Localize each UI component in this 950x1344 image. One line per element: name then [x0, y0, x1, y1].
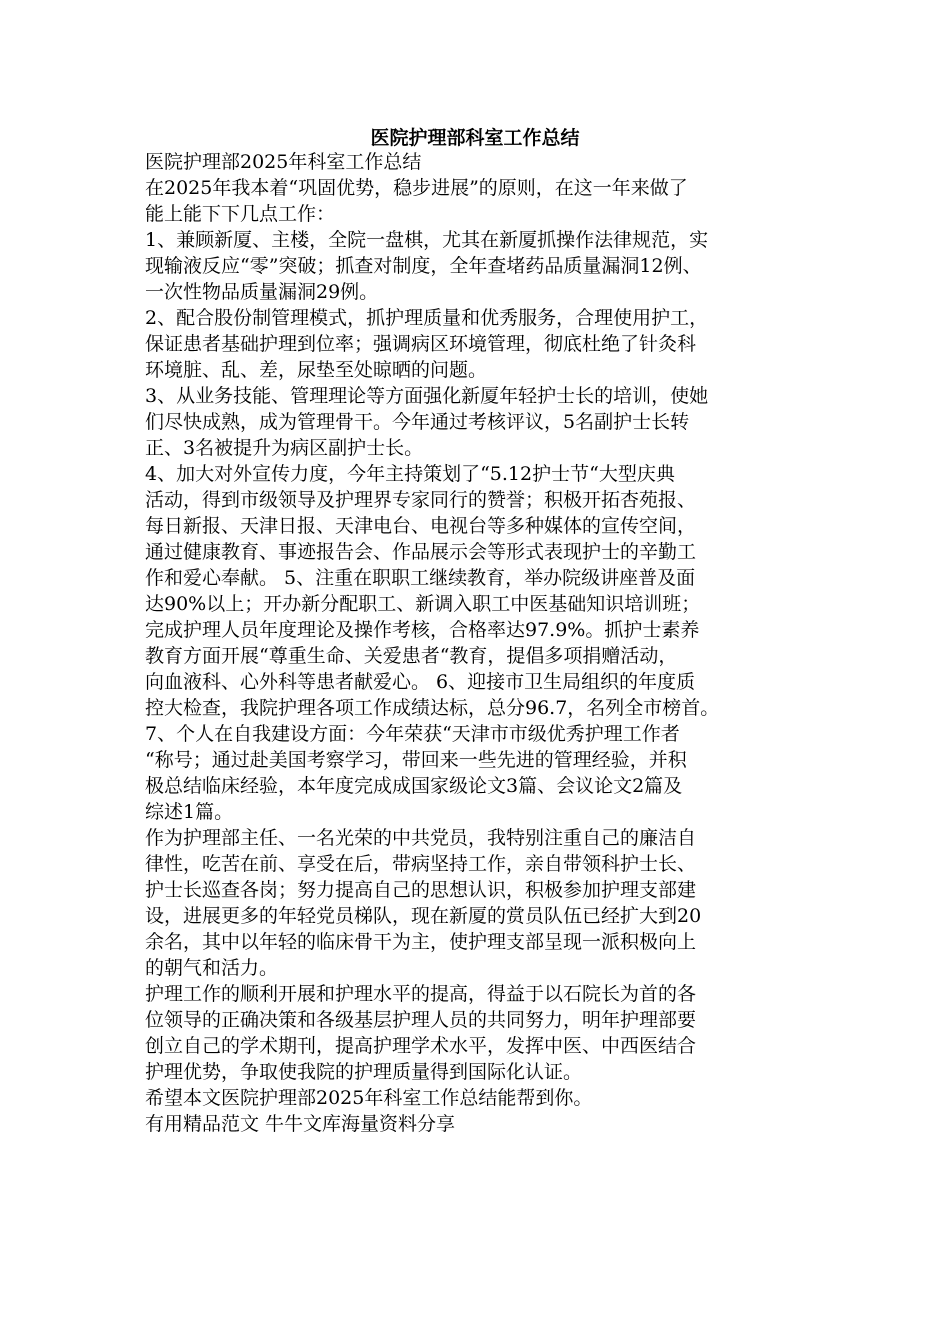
body-line: 教育方面开展“尊重生命、关爱患者“教育，提倡多项捐赠活动，: [145, 645, 678, 667]
body-line: 通过健康教育、事迹报告会、作品展示会等形式表现护士的辛勤工: [145, 541, 697, 563]
body-line: 一次性物品质量漏洞29例。: [145, 281, 379, 303]
body-line: 2、配合股份制管理模式，抓护理质量和优秀服务，合理使用护工，: [145, 307, 709, 329]
body-line: 极总结临床经验，本年度完成成国家级论文3篇、会议论文2篇及: [145, 775, 683, 797]
body-line: 医院护理部2025年科室工作总结: [145, 151, 422, 173]
body-line: 达90%以上；开办新分配职工、新调入职工中医基础知识培训班；: [145, 593, 701, 615]
body-line: 有用精品范文 牛牛文库海量资料分享: [145, 1113, 456, 1135]
body-line: 在2025年我本着“巩固优势，稳步进展”的原则，在这一年来做了: [145, 177, 688, 199]
body-line: “称号；通过赴美国考察学习，带回来一些先进的管理经验，并积: [145, 749, 687, 771]
body-line: 活动，得到市级领导及护理界专家同行的赞誉；积极开拓杏苑报、: [145, 489, 697, 511]
body-line: 护士长巡查各岗；努力提高自己的思想认识，积极参加护理支部建: [145, 879, 697, 901]
document-title: 医院护理部科室工作总结: [370, 127, 580, 149]
body-line: 1、兼顾新厦、主楼，全院一盘棋，尤其在新厦抓操作法律规范，实: [145, 229, 709, 251]
body-line: 护理优势，争取使我院的护理质量得到国际化认证。: [145, 1061, 583, 1083]
body-line: 位领导的正确决策和各级基层护理人员的共同努力，明年护理部要: [145, 1009, 697, 1031]
body-line: 创立自己的学术期刊，提高护理学术水平，发挥中医、中西医结合: [145, 1035, 697, 1057]
body-line: 保证患者基础护理到位率；强调病区环境管理，彻底杜绝了针灸科: [145, 333, 697, 355]
body-line: 的朝气和活力。: [145, 957, 279, 979]
body-line: 控大检查，我院护理各项工作成绩达标，总分96.7，名列全市榜首。: [145, 697, 720, 719]
body-line: 作和爱心奉献。 5、注重在职职工继续教育，举办院级讲座普及面: [145, 567, 696, 589]
body-line: 环境脏、乱、差，尿垫至处晾晒的问题。: [145, 359, 488, 381]
body-line: 4、加大对外宣传力度，今年主持策划了“5.12护士节“大型庆典: [145, 463, 675, 485]
body-line: 3、从业务技能、管理理论等方面强化新厦年轻护士长的培训，使她: [145, 385, 709, 407]
body-line: 作为护理部主任、一名光荣的中共党员，我特别注重自己的廉洁自: [145, 827, 697, 849]
body-line: 7、个人在自我建设方面：今年荣获“天津市市级优秀护理工作者: [145, 723, 680, 745]
body-line: 向血液科、心外科等患者献爱心。 6、迎接市卫生局组织的年度质: [145, 671, 696, 693]
body-line: 现输液反应“零”突破；抓查对制度，全年查堵药品质量漏洞12例、: [145, 255, 702, 277]
body-line: 余名，其中以年轻的临床骨干为主，使护理支部呈现一派积极向上: [145, 931, 697, 953]
body-line: 能上能下下几点工作：: [145, 203, 336, 225]
body-line: 律性，吃苦在前、享受在后，带病坚持工作，亲自带领科护士长、: [145, 853, 697, 875]
document-body: [145, 149, 815, 1137]
body-line: 综述1篇。: [145, 801, 234, 823]
body-line: 们尽快成熟，成为管理骨干。今年通过考核评议，5名副护士长转: [145, 411, 690, 433]
body-line: 护理工作的顺利开展和护理水平的提高，得益于以石院长为首的各: [145, 983, 697, 1005]
body-line: 每日新报、天津日报、天津电台、电视台等多种媒体的宣传空间，: [145, 515, 697, 537]
body-line: 设，进展更多的年轻党员梯队，现在新厦的赏员队伍已经扩大到20: [145, 905, 702, 927]
body-line: 完成护理人员年度理论及操作考核，合格率达97.9%。抓护士素养: [145, 619, 700, 641]
body-line: 正、3名被提升为病区副护士长。: [145, 437, 424, 459]
body-line: 希望本文医院护理部2025年科室工作总结能帮到你。: [145, 1087, 593, 1109]
